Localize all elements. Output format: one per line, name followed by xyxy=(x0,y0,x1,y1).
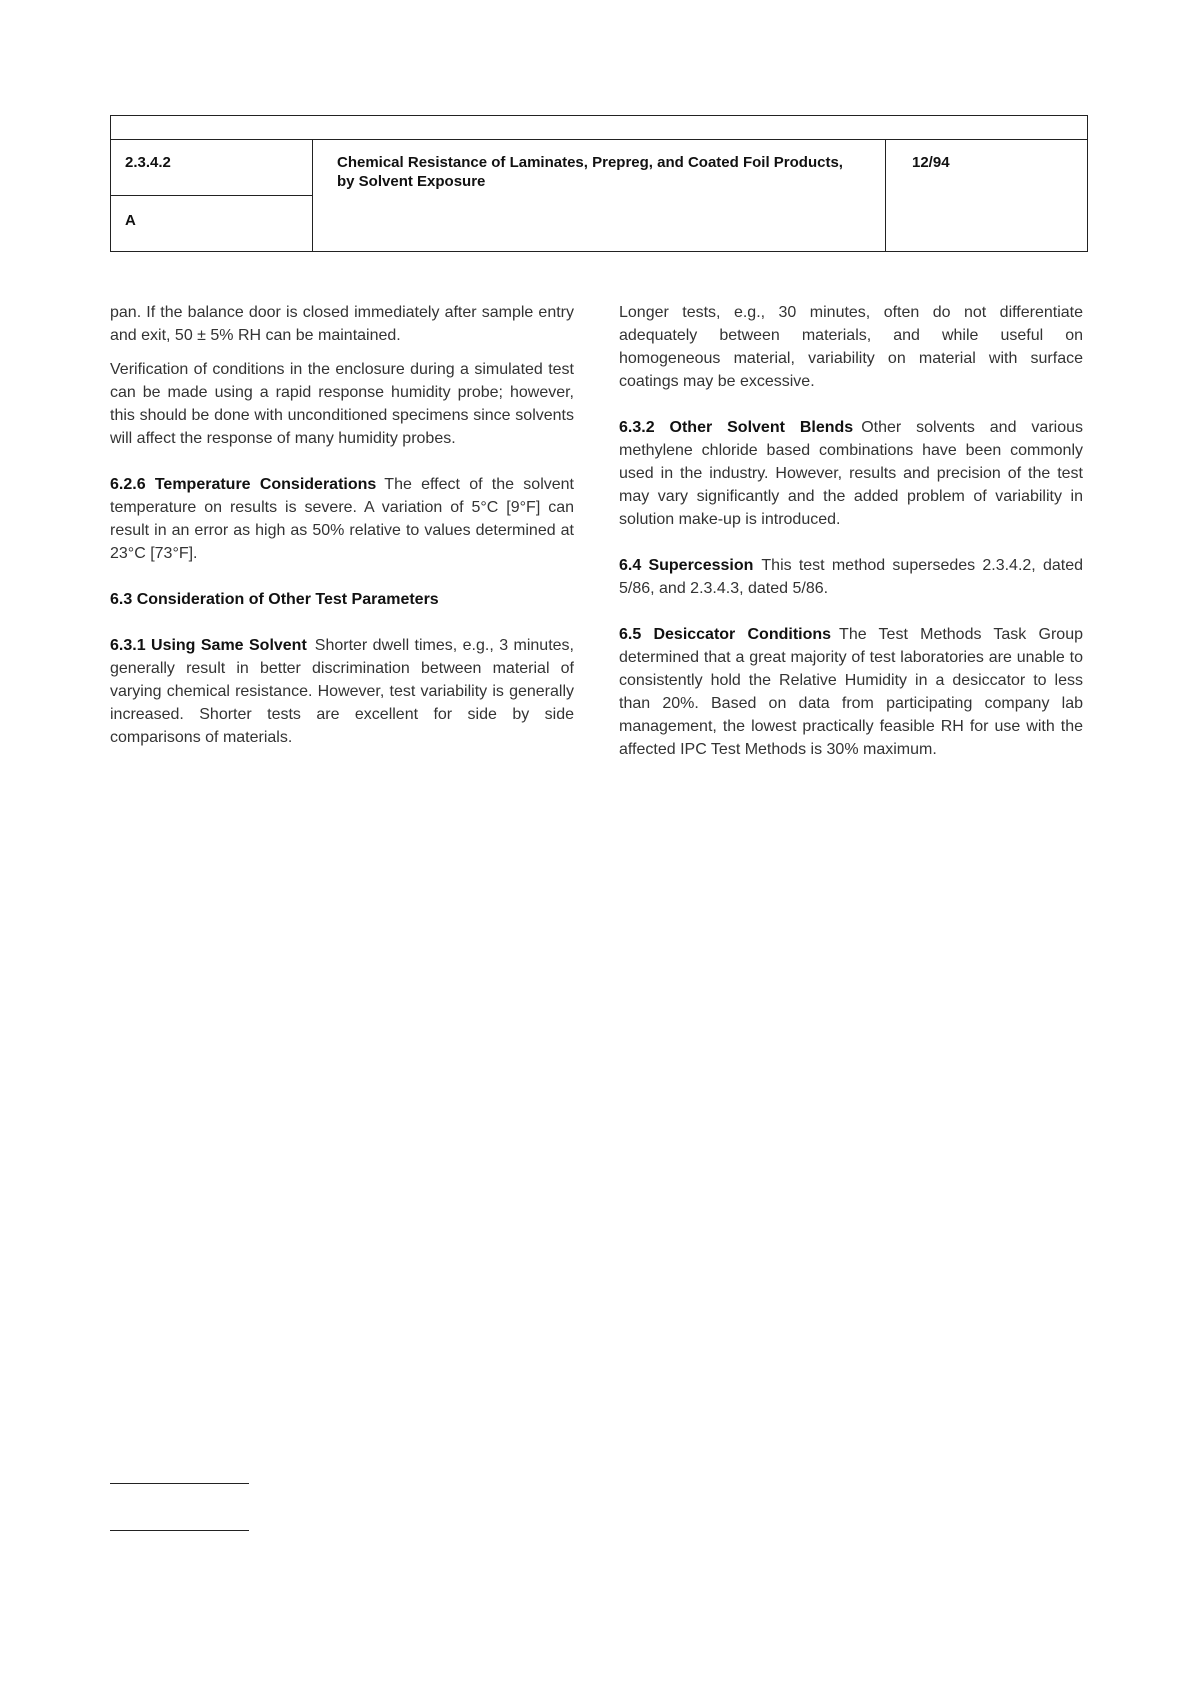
section-heading: 6.2.6 Temperature Considerations xyxy=(110,476,377,493)
header-divider xyxy=(111,195,312,196)
left-column xyxy=(110,301,574,772)
section-6-2-6 xyxy=(110,473,574,565)
section-6-4 xyxy=(619,554,1083,600)
document-date: 12/94 xyxy=(912,154,950,171)
footnote-rule xyxy=(110,1483,249,1484)
section-heading: 6.3.1 Using Same Solvent xyxy=(110,637,307,654)
section-heading: 6.3.2 Other Solvent Blends xyxy=(619,419,854,436)
right-column xyxy=(619,301,1083,784)
section-text: Shorter dwell times, e.g., 3 minutes, generally result in better discrimination between material of varying chemical resistance. However, test variability is generally increased. Shorter tests are excellent for side by side comparisons of materials. xyxy=(110,637,574,746)
header-top-bar xyxy=(111,116,1087,140)
section-text: Other solvents and various methylene chloride based combinations have been commonly used in the industry. However, results and precision of the test may vary significantly and the added problem of variability in solution make-up is introduced. xyxy=(619,419,1083,528)
section-heading: 6.3 Consideration of Other Test Parameters xyxy=(110,591,439,608)
section-6-3-2 xyxy=(619,416,1083,531)
header-title-cell xyxy=(313,139,886,251)
document-header-box xyxy=(110,115,1088,252)
footnote-rule xyxy=(110,1530,249,1531)
revision-letter: A xyxy=(125,212,136,229)
paragraph: Longer tests, e.g., 30 minutes, often do not differentiate adequately between materials, and while useful on homogeneous material, variability on material with surface coatings may be excessive. xyxy=(619,304,1083,390)
section-6-3-1 xyxy=(110,634,574,749)
paragraph: Verification of conditions in the enclosure during a simulated test can be made using a rapid response humidity probe; however, this should be done with unconditioned specimens since solvents will affect the response of many humidity probes. xyxy=(110,361,574,447)
section-text: The Test Methods Task Group determined that a great majority of test laboratories are unable to consistently hold the Relative Humidity in a desiccator to less than 20%. Based on data from participating company lab management, the lowest practically feasible RH for use with the affected IPC Test Methods is 30% maximum. xyxy=(619,626,1083,758)
header-number-cell xyxy=(111,139,313,251)
section-text: This test method supersedes 2.3.4.2, dated 5/86, and 2.3.4.3, dated 5/86. xyxy=(619,557,1083,597)
section-heading: 6.5 Desiccator Conditions xyxy=(619,626,832,643)
document-number: 2.3.4.2 xyxy=(125,154,171,171)
document-title: Chemical Resistance of Laminates, Prepreg, and Coated Foil Products, by Solvent Exposure xyxy=(337,154,843,190)
section-heading: 6.4 Supercession xyxy=(619,557,754,574)
section-6-5 xyxy=(619,623,1083,761)
section-text: The effect of the solvent temperature on results is severe. A variation of 5°C [9°F] can result in an error as high as 50% relative to values determined at 23°C [73°F]. xyxy=(110,476,575,562)
paragraph: pan. If the balance door is closed immediately after sample entry and exit, 50 ± 5% RH can be maintained. xyxy=(110,304,574,344)
section-6-3 xyxy=(110,588,574,611)
header-date-cell xyxy=(886,139,1087,251)
